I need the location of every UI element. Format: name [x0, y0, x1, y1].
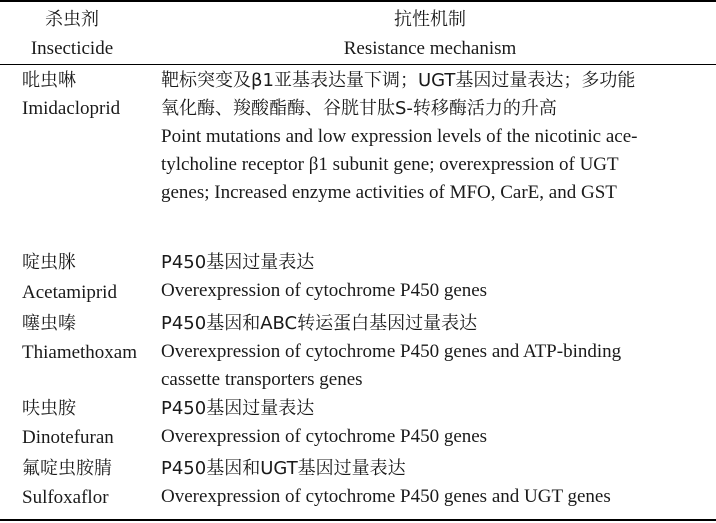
- mechanism-sulfoxaflor: [161, 455, 709, 511]
- header-mechanism-en: Resistance mechanism: [343, 38, 517, 59]
- mechanism-acetamiprid: [161, 249, 709, 305]
- mechanism-line: 氧化酶、羧酸酯酶、谷胱甘肽S-转移酶活力的升高: [161, 98, 557, 119]
- mechanism-line: cassette transporters genes: [161, 369, 363, 390]
- header-rule: [0, 64, 716, 65]
- insecticide-en-acetamiprid: Acetamiprid: [22, 282, 117, 303]
- header-insecticide-zh: 杀虫剂: [45, 9, 99, 30]
- mechanism-line: Overexpression of cytochrome P450 genes and UGT genes: [161, 486, 611, 507]
- mechanism-line: genes; Increased enzyme activities of MFO, CarE, and GST: [161, 182, 617, 203]
- mechanism-line: Overexpression of cytochrome P450 genes and ATP-binding: [161, 341, 622, 362]
- header-insecticide-en: Insecticide: [30, 38, 114, 59]
- header-mechanism-zh: 抗性机制: [394, 9, 466, 30]
- table-top-rule: [0, 0, 716, 2]
- insecticide-en-dinotefuran: Dinotefuran: [22, 427, 114, 448]
- mechanism-line: Overexpression of cytochrome P450 genes: [161, 280, 488, 301]
- mechanism-dinotefuran: [161, 395, 709, 451]
- mechanism-thiamethoxam: [161, 310, 709, 394]
- mechanism-line: Point mutations and low expression levels of the nicotinic ace-: [161, 126, 638, 147]
- mechanism-line: 靶标突变及β1亚基表达量下调；UGT基因过量表达；多功能: [161, 70, 636, 91]
- mechanism-line: P450基因和ABC转运蛋白基因过量表达: [161, 313, 478, 334]
- insecticide-zh-dinotefuran: 呋虫胺: [22, 398, 76, 419]
- insecticide-en-imidacloprid: Imidacloprid: [22, 98, 121, 119]
- mechanism-line: P450基因过量表达: [161, 398, 315, 419]
- insecticide-zh-imidacloprid: 吡虫啉: [22, 70, 76, 91]
- insecticide-en-sulfoxaflor: Sulfoxaflor: [22, 487, 109, 508]
- mechanism-imidacloprid: [161, 67, 709, 207]
- insecticide-zh-thiamethoxam: 噻虫嗪: [22, 313, 76, 334]
- table-bottom-rule: [0, 519, 716, 521]
- mechanism-line: P450基因过量表达: [161, 252, 315, 273]
- mechanism-line: tylcholine receptor β1 subunit gene; overexpression of UGT: [161, 154, 619, 175]
- insecticide-zh-acetamiprid: 啶虫脒: [22, 252, 76, 273]
- mechanism-line: P450基因和UGT基因过量表达: [161, 458, 406, 479]
- insecticide-en-thiamethoxam: Thiamethoxam: [22, 342, 138, 363]
- insecticide-zh-sulfoxaflor: 氟啶虫胺腈: [22, 458, 112, 479]
- mechanism-line: Overexpression of cytochrome P450 genes: [161, 426, 488, 447]
